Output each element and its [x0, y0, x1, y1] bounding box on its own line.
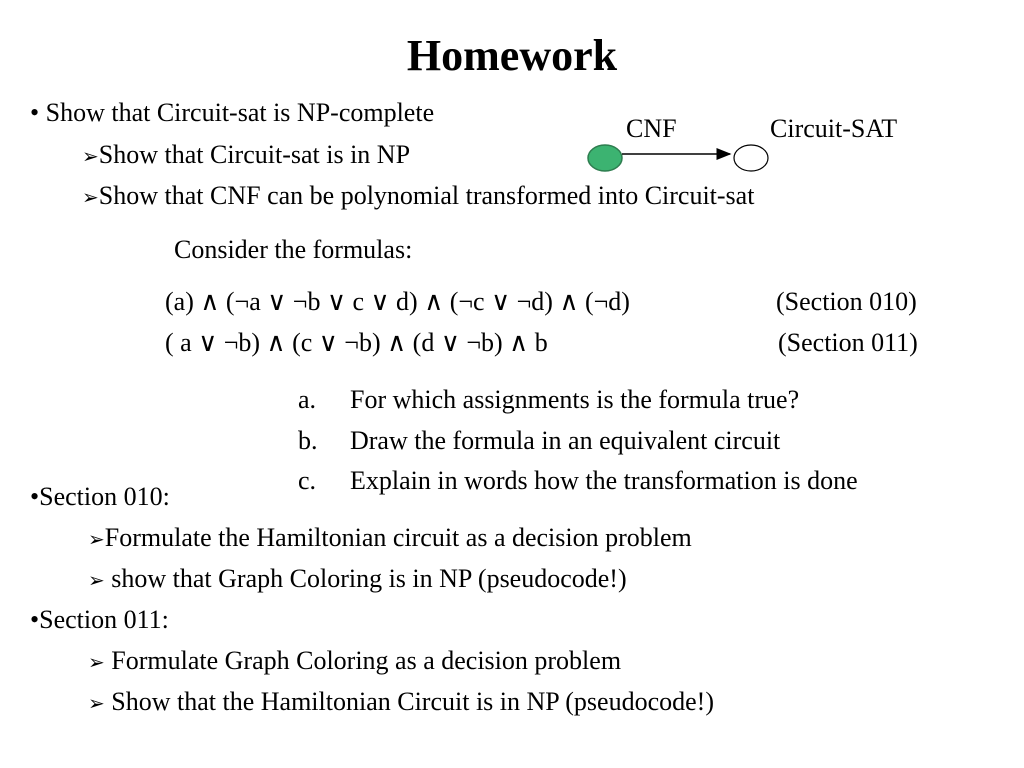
bullet-main-text: Show that Circuit-sat is NP-complete: [45, 98, 435, 127]
question-text: Draw the formula in an equivalent circuit: [350, 426, 781, 455]
question-a: [298, 385, 799, 415]
question-letter: b.: [298, 426, 318, 455]
section-010-item-1-text: Formulate the Hamiltonian circuit as a decision problem: [104, 523, 692, 552]
subbullet-1-text: Show that Circuit-sat is in NP: [98, 140, 411, 169]
section-010-item-1: [88, 523, 692, 555]
circuit-sat-node: [734, 145, 768, 171]
formula-b-section: (Section 011): [778, 328, 918, 357]
formula-a-section: (Section 010): [776, 287, 917, 316]
arrow-bullet-icon: ➢: [88, 652, 105, 674]
formula-b: ( a ∨ ¬b) ∧ (c ∨ ¬b) ∧ (d ∨ ¬b) ∧ b: [165, 328, 548, 357]
section-011-item-1-text: Formulate Graph Coloring as a decision problem: [104, 646, 622, 675]
formula-a: (a) ∧ (¬a ∨ ¬b ∨ c ∨ d) ∧ (¬c ∨ ¬d) ∧ (¬d): [165, 287, 630, 316]
arrow-bullet-icon: ➢: [88, 529, 105, 551]
arrow-bullet-icon: ➢: [88, 570, 105, 592]
question-letter: c.: [298, 466, 317, 495]
subbullet-1: [82, 140, 410, 172]
arrow-bullet-icon: ➢: [82, 146, 99, 168]
section-011-item-1: [88, 646, 621, 678]
bullet-main: [30, 98, 434, 128]
question-letter: a.: [298, 385, 317, 414]
arrow-bullet-icon: ➢: [82, 187, 99, 209]
question-text: For which assignments is the formula true?: [350, 385, 800, 414]
cnf-node: [588, 145, 622, 171]
circuit-sat-label: Circuit-SAT: [770, 114, 898, 143]
arrow-bullet-icon: ➢: [88, 693, 105, 715]
bullet-dot: •: [30, 98, 40, 127]
question-text: Explain in words how the transformation is done: [350, 466, 858, 495]
question-c: [298, 466, 858, 496]
section-010-heading: •Section 010:: [30, 482, 170, 511]
slide-title: Homework: [406, 31, 618, 80]
section-011-heading: •Section 011:: [30, 605, 169, 634]
diagram-graphic: [570, 110, 970, 190]
section-010-item-2-text: show that Graph Coloring is in NP (pseudocode!): [104, 564, 627, 593]
reduction-diagram: [570, 110, 970, 190]
cnf-label: CNF: [626, 114, 677, 143]
section-011-item-2-text: Show that the Hamiltonian Circuit is in NP (pseudocode!): [104, 687, 714, 716]
section-011-item-2: [88, 687, 714, 719]
consider-text: Consider the formulas:: [174, 235, 413, 264]
section-010-item-2: [88, 564, 627, 596]
subbullet-2-text: Show that CNF can be polynomial transformed into Circuit-sat: [98, 181, 755, 210]
question-b: [298, 426, 780, 456]
